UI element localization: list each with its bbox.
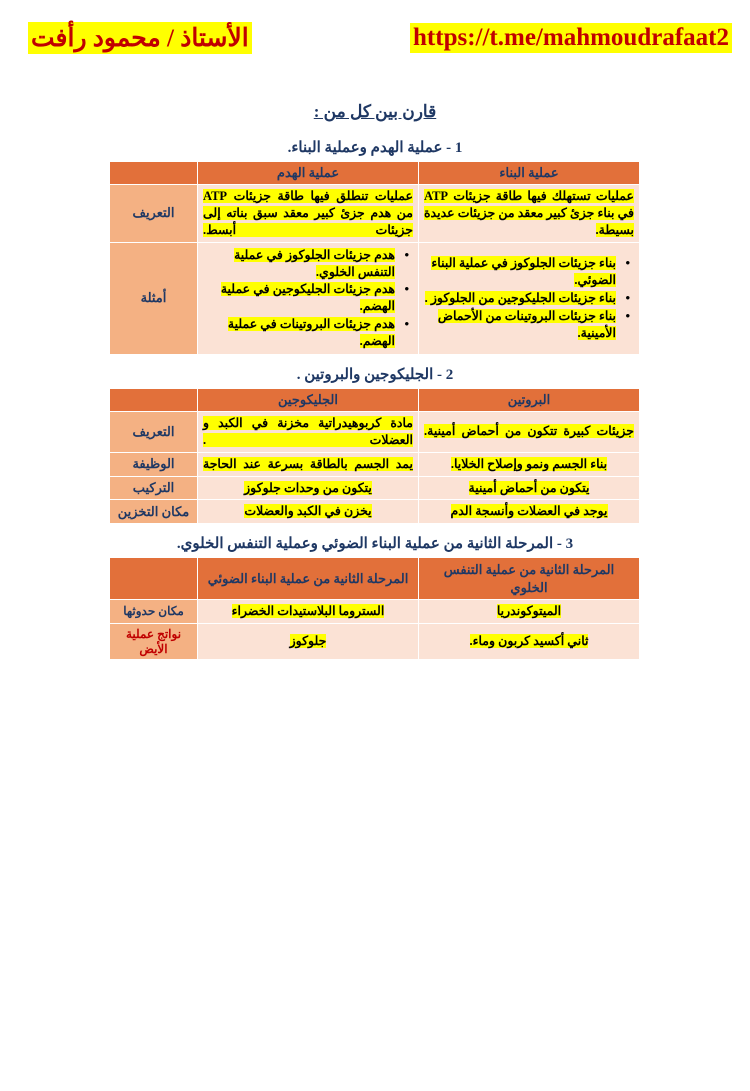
document-content bbox=[0, 54, 750, 660]
list-item-text: هدم جزيئات البروتينات في عملية الهضم. bbox=[227, 317, 395, 348]
cell-text: ثاني أكسيد كربون وماء. bbox=[469, 634, 589, 649]
cell-protein-structure bbox=[419, 476, 640, 500]
table-row bbox=[110, 476, 640, 500]
cell-photosynthesis-location bbox=[198, 600, 419, 624]
comparison-table-2 bbox=[109, 388, 640, 524]
row-label-definition: التعريف bbox=[110, 185, 198, 243]
cell-text: عمليات تنطلق فيها طاقة جزيئات ATP من هدم جزئ كبير معقد سبق بناته إلى جزيئات أبسط. bbox=[203, 189, 413, 237]
cell-glycogen-definition bbox=[198, 411, 419, 452]
column-header-empty bbox=[110, 388, 198, 411]
cell-text: عمليات تستهلك فيها طاقة جزيئات ATP في بناء جزئ كبير معقد من جزيئات عديدة بسيطة. bbox=[424, 189, 634, 237]
cell-build-examples bbox=[419, 242, 640, 354]
row-label-location: مكان حدوثها bbox=[110, 600, 198, 624]
table-row bbox=[110, 242, 640, 354]
table-row bbox=[110, 185, 640, 243]
cell-text: يتكون من أحماض أمينية bbox=[468, 480, 590, 495]
table-header-row bbox=[110, 558, 640, 600]
column-header-photosynthesis: المرحلة الثانية من عملية البناء الضوئي bbox=[198, 558, 419, 600]
column-header-build: عملية البناء bbox=[419, 162, 640, 185]
table-row bbox=[110, 500, 640, 524]
list-item-text: هدم جزيئات الجلوكوز في عملية التنفس الخلوي. bbox=[234, 247, 395, 279]
row-label-definition: التعريف bbox=[110, 411, 198, 452]
column-header-empty bbox=[110, 558, 198, 600]
cell-text: يمد الجسم بالطاقة بسرعة عند الحاجة bbox=[203, 456, 413, 471]
cell-text: جلوكوز bbox=[289, 634, 327, 649]
table-row bbox=[110, 600, 640, 624]
demolish-examples-list bbox=[203, 247, 413, 350]
table-row bbox=[110, 452, 640, 476]
cell-protein-function bbox=[419, 452, 640, 476]
list-item-text: بناء جزيئات البروتينات من الأحماض الأمينية. bbox=[437, 308, 616, 340]
cell-glycogen-structure bbox=[198, 476, 419, 500]
column-header-glycogen: الجليكوجين bbox=[198, 388, 419, 411]
table-row bbox=[110, 624, 640, 660]
cell-text: يوجد في العضلات وأنسجة الدم bbox=[450, 504, 608, 519]
build-examples-list bbox=[424, 255, 634, 341]
page-header bbox=[0, 0, 750, 54]
section-heading-3: 3 - المرحلة الثانية من عملية البناء الضوئي وعملية التنفس الخلوي. bbox=[176, 536, 574, 553]
cell-text: جزيئات كبيرة تتكون من أحماض أمينية. bbox=[424, 424, 634, 439]
cell-text: الستروما البلاستيدات الخضراء bbox=[231, 604, 385, 619]
comparison-table-1 bbox=[109, 161, 640, 355]
page-title: قارن بين كل من : bbox=[313, 102, 437, 121]
cell-respiration-products bbox=[419, 624, 640, 660]
cell-demolish-examples bbox=[198, 242, 419, 354]
column-header-respiration: المرحلة الثانية من عملية التنفس الخلوي bbox=[419, 558, 640, 600]
list-item bbox=[203, 247, 397, 281]
row-label-storage: مكان التخزين bbox=[110, 500, 198, 524]
column-header-protein: البروتين bbox=[419, 388, 640, 411]
row-label-products: نواتج عملية الأيض bbox=[110, 624, 198, 660]
table-header-row bbox=[110, 388, 640, 411]
cell-respiration-location bbox=[419, 600, 640, 624]
table-header-row bbox=[110, 162, 640, 185]
list-item bbox=[424, 308, 618, 342]
row-label-function: الوظيفة bbox=[110, 452, 198, 476]
cell-demolish-definition bbox=[198, 185, 419, 243]
cell-text: مادة كربوهيدراتية مخزنة في الكبد و العضلات . bbox=[203, 415, 413, 447]
list-item-text: هدم جزيئات الجليكوجين في عملية الهضم. bbox=[220, 282, 395, 314]
section-heading-2: 2 - الجليكوجين والبروتين . bbox=[296, 366, 454, 383]
cell-build-definition bbox=[419, 185, 640, 243]
cell-glycogen-function bbox=[198, 452, 419, 476]
cell-text: الميتوكوندريا bbox=[496, 604, 562, 619]
cell-text: يخزن في الكبد والعضلات bbox=[244, 504, 372, 519]
list-item bbox=[424, 290, 618, 307]
list-item bbox=[424, 255, 618, 289]
list-item-text: بناء جزيئات الجلوكوز في عملية البناء الضوئي. bbox=[431, 256, 616, 287]
comparison-table-3 bbox=[109, 557, 640, 660]
author-name: الأستاذ / محمود رأفت bbox=[28, 22, 252, 54]
cell-photosynthesis-products bbox=[198, 624, 419, 660]
table-row bbox=[110, 411, 640, 452]
row-label-structure: التركيب bbox=[110, 476, 198, 500]
column-header-empty bbox=[110, 162, 198, 185]
cell-glycogen-storage bbox=[198, 500, 419, 524]
telegram-link[interactable]: https://t.me/mahmoudrafaat2 bbox=[410, 23, 732, 53]
section-heading-1: 1 - عملية الهدم وعملية البناء. bbox=[287, 140, 463, 156]
list-item bbox=[203, 281, 397, 315]
cell-protein-storage bbox=[419, 500, 640, 524]
list-item bbox=[203, 316, 397, 350]
cell-protein-definition bbox=[419, 411, 640, 452]
cell-text: يتكون من وحدات جلوكوز bbox=[244, 480, 372, 495]
row-label-examples: أمثلة bbox=[110, 242, 198, 354]
column-header-demolish: عملية الهدم bbox=[198, 162, 419, 185]
cell-text: بناء الجسم ونمو وإصلاح الخلايا. bbox=[450, 456, 608, 471]
list-item-text: بناء جزيئات الجليكوجين من الجلوكوز . bbox=[424, 290, 616, 305]
